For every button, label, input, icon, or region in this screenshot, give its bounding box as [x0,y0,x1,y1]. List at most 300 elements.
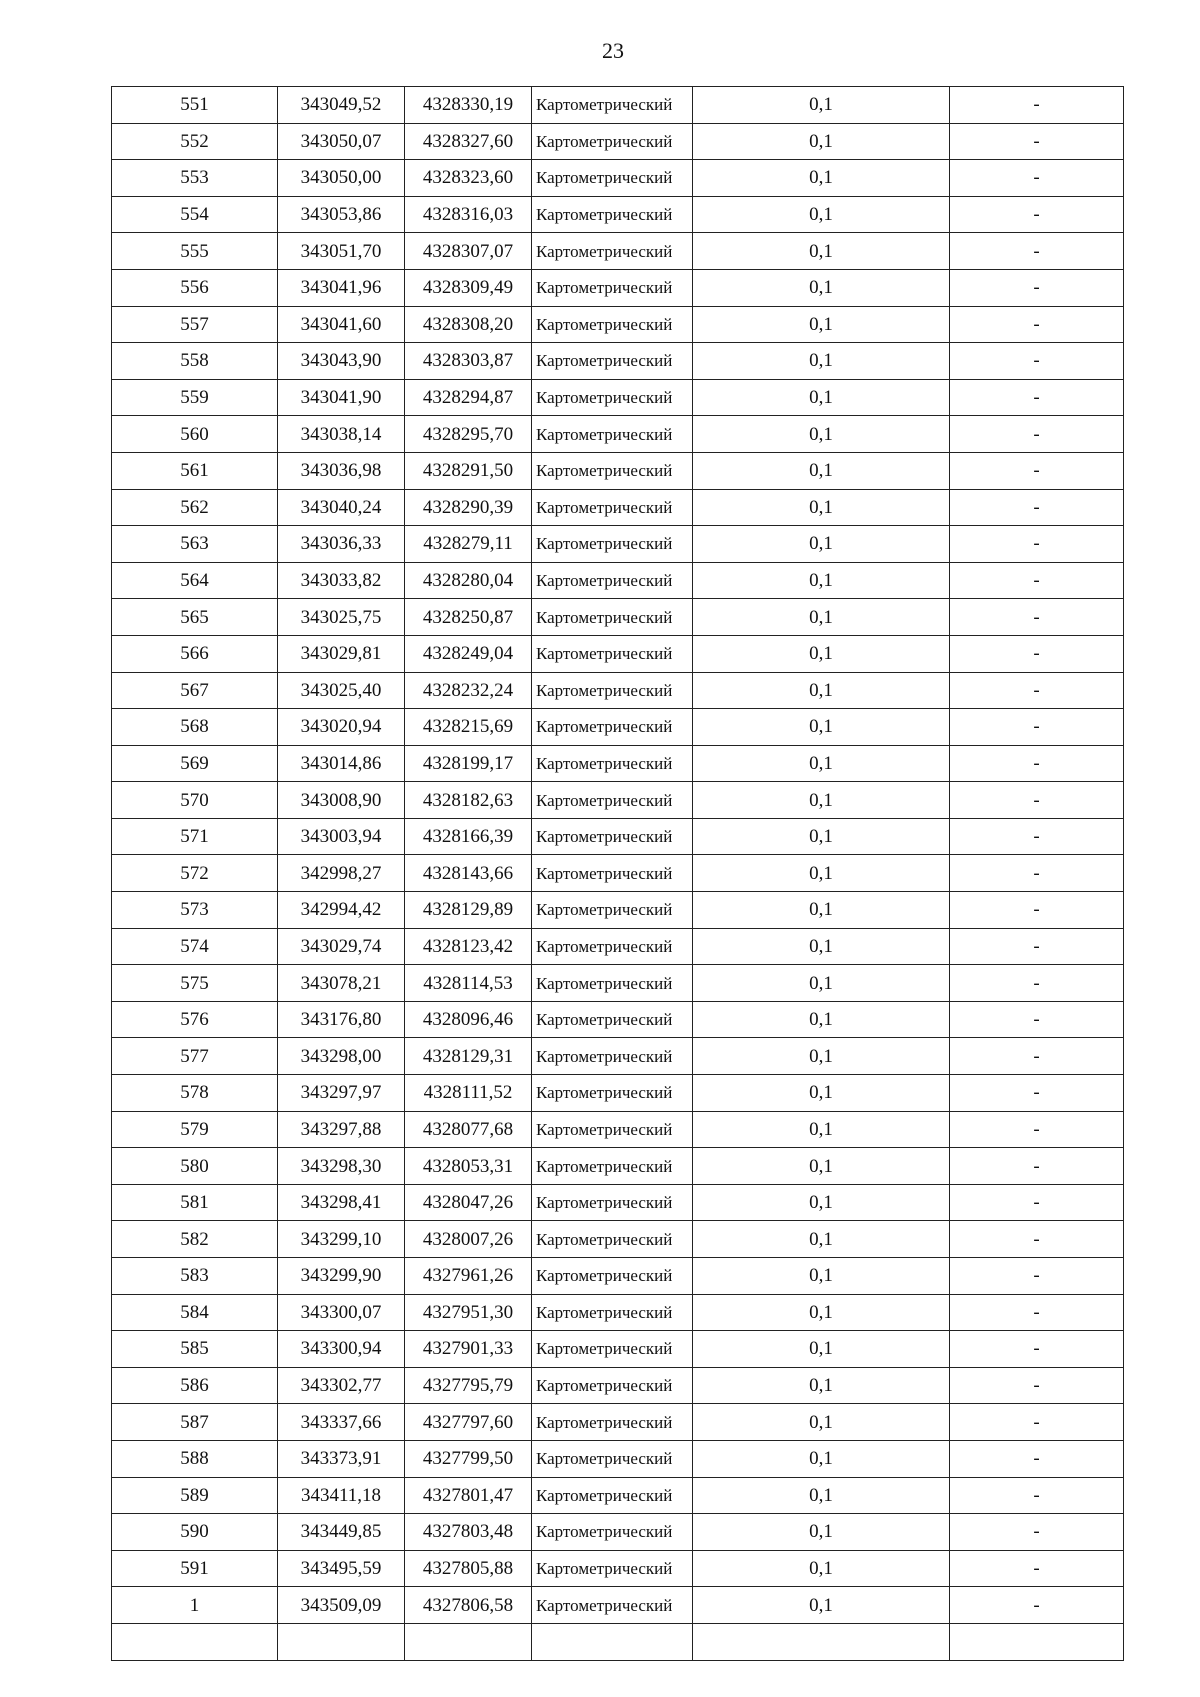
note-cell: - [950,965,1124,1002]
accuracy-cell: 0,1 [693,928,950,965]
method-cell: Картометрический [532,87,693,124]
point-number-cell: 587 [112,1404,278,1441]
table-row [112,306,1124,343]
point-number-cell: 570 [112,782,278,819]
x-coordinate-cell: 343297,88 [278,1111,405,1148]
accuracy-cell: 0,1 [693,306,950,343]
x-coordinate-cell: 343041,60 [278,306,405,343]
note-cell: - [950,562,1124,599]
accuracy-cell: 0,1 [693,1550,950,1587]
x-coordinate-cell: 343033,82 [278,562,405,599]
note-cell: - [950,599,1124,636]
note-cell: - [950,1001,1124,1038]
point-number-cell: 565 [112,599,278,636]
note-cell: - [950,745,1124,782]
y-coordinate-cell: 4328096,46 [405,1001,532,1038]
note-cell: - [950,306,1124,343]
note-cell: - [950,1367,1124,1404]
method-cell: Картометрический [532,928,693,965]
accuracy-cell: 0,1 [693,1111,950,1148]
page-number: 23 [602,38,624,63]
point-number-cell: 588 [112,1440,278,1477]
note-cell: - [950,196,1124,233]
accuracy-cell: 0,1 [693,892,950,929]
point-number-cell: 575 [112,965,278,1002]
method-cell: Картометрический [532,1148,693,1185]
note-cell: - [950,343,1124,380]
method-cell: Картометрический [532,855,693,892]
x-coordinate-cell: 343029,74 [278,928,405,965]
point-number-cell: 582 [112,1221,278,1258]
point-number-cell: 576 [112,1001,278,1038]
y-coordinate-cell: 4327805,88 [405,1550,532,1587]
x-coordinate-cell: 343040,24 [278,489,405,526]
method-cell: Картометрический [532,452,693,489]
point-number-cell: 560 [112,416,278,453]
accuracy-cell: 0,1 [693,1404,950,1441]
accuracy-cell: 0,1 [693,1258,950,1295]
x-coordinate-cell: 343300,07 [278,1294,405,1331]
accuracy-cell: 0,1 [693,1148,950,1185]
point-number-cell: 566 [112,635,278,672]
accuracy-cell: 0,1 [693,489,950,526]
note-cell: - [950,1477,1124,1514]
table-row [112,379,1124,416]
y-coordinate-cell: 4328232,24 [405,672,532,709]
accuracy-cell: 0,1 [693,123,950,160]
x-coordinate-cell: 343298,30 [278,1148,405,1185]
x-coordinate-cell: 343025,40 [278,672,405,709]
point-number-cell: 581 [112,1184,278,1221]
y-coordinate-cell: 4328323,60 [405,160,532,197]
x-coordinate-cell: 343078,21 [278,965,405,1002]
y-coordinate-cell: 4328294,87 [405,379,532,416]
x-coordinate-cell: 343003,94 [278,818,405,855]
method-cell: Картометрический [532,1550,693,1587]
point-number-cell: 1 [112,1587,278,1624]
table-row [112,233,1124,270]
accuracy-cell: 0,1 [693,1477,950,1514]
point-number-cell: 559 [112,379,278,416]
accuracy-cell: 0,1 [693,1367,950,1404]
table-row [112,892,1124,929]
method-cell: Картометрический [532,1440,693,1477]
x-coordinate-cell: 343302,77 [278,1367,405,1404]
table-row [112,1111,1124,1148]
point-number-cell: 584 [112,1294,278,1331]
table-row [112,1440,1124,1477]
note-cell: - [950,818,1124,855]
x-coordinate-cell: 343495,59 [278,1550,405,1587]
method-cell: Картометрический [532,1075,693,1112]
y-coordinate-cell: 4328007,26 [405,1221,532,1258]
table-row [112,1514,1124,1551]
accuracy-cell: 0,1 [693,160,950,197]
point-number-cell: 557 [112,306,278,343]
point-number-cell: 561 [112,452,278,489]
note-cell: - [950,635,1124,672]
note-cell: - [950,87,1124,124]
table-row [112,1587,1124,1624]
point-number-cell: 572 [112,855,278,892]
x-coordinate-cell: 343014,86 [278,745,405,782]
method-cell: Картометрический [532,196,693,233]
table-row [112,599,1124,636]
accuracy-cell: 0,1 [693,745,950,782]
accuracy-cell: 0,1 [693,1587,950,1624]
point-number-cell: 577 [112,1038,278,1075]
point-number-cell: 585 [112,1331,278,1368]
note-cell: - [950,892,1124,929]
point-number-cell: 567 [112,672,278,709]
method-cell: Картометрический [532,1404,693,1441]
point-number-cell: 564 [112,562,278,599]
x-coordinate-cell [278,1623,405,1660]
y-coordinate-cell: 4327951,30 [405,1294,532,1331]
x-coordinate-cell: 343509,09 [278,1587,405,1624]
method-cell: Картометрический [532,635,693,672]
x-coordinate-cell: 343049,52 [278,87,405,124]
table-row [112,1148,1124,1185]
accuracy-cell: 0,1 [693,1294,950,1331]
method-cell: Картометрический [532,489,693,526]
note-cell: - [950,1258,1124,1295]
method-cell: Картометрический [532,1294,693,1331]
point-number-cell: 586 [112,1367,278,1404]
x-coordinate-cell: 343373,91 [278,1440,405,1477]
table-row [112,87,1124,124]
note-cell: - [950,709,1124,746]
point-number-cell: 563 [112,526,278,563]
point-number-cell: 574 [112,928,278,965]
x-coordinate-cell: 343041,96 [278,269,405,306]
accuracy-cell: 0,1 [693,1221,950,1258]
method-cell: Картометрический [532,269,693,306]
x-coordinate-cell: 342994,42 [278,892,405,929]
point-number-cell: 554 [112,196,278,233]
x-coordinate-cell: 343038,14 [278,416,405,453]
method-cell: Картометрический [532,379,693,416]
x-coordinate-cell: 343297,97 [278,1075,405,1112]
accuracy-cell: 0,1 [693,1440,950,1477]
table-row [112,928,1124,965]
x-coordinate-cell: 343298,41 [278,1184,405,1221]
y-coordinate-cell: 4328114,53 [405,965,532,1002]
y-coordinate-cell: 4328303,87 [405,343,532,380]
x-coordinate-cell: 343053,86 [278,196,405,233]
y-coordinate-cell: 4328166,39 [405,818,532,855]
table-row [112,1258,1124,1295]
y-coordinate-cell: 4328330,19 [405,87,532,124]
point-number-cell: 590 [112,1514,278,1551]
point-number-cell: 552 [112,123,278,160]
table-row [112,1294,1124,1331]
table-row [112,635,1124,672]
y-coordinate-cell: 4328327,60 [405,123,532,160]
table-row [112,1001,1124,1038]
note-cell: - [950,489,1124,526]
table-row [112,965,1124,1002]
method-cell: Картометрический [532,599,693,636]
y-coordinate-cell: 4328182,63 [405,782,532,819]
note-cell: - [950,1038,1124,1075]
y-coordinate-cell: 4328047,26 [405,1184,532,1221]
accuracy-cell: 0,1 [693,1184,950,1221]
y-coordinate-cell: 4328291,50 [405,452,532,489]
table-row [112,123,1124,160]
accuracy-cell: 0,1 [693,1331,950,1368]
accuracy-cell: 0,1 [693,452,950,489]
note-cell: - [950,1148,1124,1185]
table-row [112,745,1124,782]
method-cell: Картометрический [532,672,693,709]
y-coordinate-cell: 4328295,70 [405,416,532,453]
method-cell: Картометрический [532,416,693,453]
accuracy-cell: 0,1 [693,416,950,453]
x-coordinate-cell: 343051,70 [278,233,405,270]
y-coordinate-cell: 4328053,31 [405,1148,532,1185]
accuracy-cell: 0,1 [693,1001,950,1038]
y-coordinate-cell: 4327961,26 [405,1258,532,1295]
note-cell: - [950,160,1124,197]
point-number-cell: 578 [112,1075,278,1112]
point-number-cell: 589 [112,1477,278,1514]
table-row [112,1075,1124,1112]
table-row [112,196,1124,233]
method-cell: Картометрический [532,343,693,380]
accuracy-cell: 0,1 [693,196,950,233]
x-coordinate-cell: 343050,00 [278,160,405,197]
note-cell: - [950,782,1124,819]
table-row [112,782,1124,819]
note-cell: - [950,452,1124,489]
point-number-cell: 556 [112,269,278,306]
table-row [112,1550,1124,1587]
x-coordinate-cell: 343025,75 [278,599,405,636]
x-coordinate-cell: 343043,90 [278,343,405,380]
point-number-cell: 551 [112,87,278,124]
accuracy-cell: 0,1 [693,965,950,1002]
y-coordinate-cell: 4328077,68 [405,1111,532,1148]
point-number-cell: 562 [112,489,278,526]
method-cell: Картометрический [532,1587,693,1624]
note-cell: - [950,1514,1124,1551]
x-coordinate-cell: 343008,90 [278,782,405,819]
accuracy-cell: 0,1 [693,782,950,819]
accuracy-cell: 0,1 [693,1075,950,1112]
method-cell: Картометрический [532,562,693,599]
y-coordinate-cell: 4328307,07 [405,233,532,270]
y-coordinate-cell: 4327795,79 [405,1367,532,1404]
method-cell: Картометрический [532,233,693,270]
accuracy-cell: 0,1 [693,526,950,563]
note-cell: - [950,1550,1124,1587]
note-cell: - [950,379,1124,416]
x-coordinate-cell: 343337,66 [278,1404,405,1441]
method-cell: Картометрический [532,1038,693,1075]
accuracy-cell [693,1623,950,1660]
table-row [112,1221,1124,1258]
y-coordinate-cell: 4328280,04 [405,562,532,599]
accuracy-cell: 0,1 [693,87,950,124]
table-row [112,452,1124,489]
note-cell: - [950,233,1124,270]
x-coordinate-cell: 343411,18 [278,1477,405,1514]
method-cell: Картометрический [532,1367,693,1404]
note-cell [950,1623,1124,1660]
note-cell: - [950,1440,1124,1477]
table-row [112,343,1124,380]
y-coordinate-cell: 4328316,03 [405,196,532,233]
y-coordinate-cell: 4328279,11 [405,526,532,563]
table-row [112,160,1124,197]
x-coordinate-cell: 343020,94 [278,709,405,746]
x-coordinate-cell: 343050,07 [278,123,405,160]
table-row [112,1404,1124,1441]
accuracy-cell: 0,1 [693,818,950,855]
x-coordinate-cell: 343036,33 [278,526,405,563]
x-coordinate-cell: 343176,80 [278,1001,405,1038]
note-cell: - [950,1331,1124,1368]
y-coordinate-cell [405,1623,532,1660]
point-number-cell: 583 [112,1258,278,1295]
y-coordinate-cell: 4328249,04 [405,635,532,672]
note-cell: - [950,416,1124,453]
y-coordinate-cell: 4328143,66 [405,855,532,892]
y-coordinate-cell: 4327806,58 [405,1587,532,1624]
y-coordinate-cell: 4327797,60 [405,1404,532,1441]
table-row [112,1038,1124,1075]
method-cell: Картометрический [532,818,693,855]
y-coordinate-cell: 4328123,42 [405,928,532,965]
method-cell: Картометрический [532,965,693,1002]
method-cell: Картометрический [532,1331,693,1368]
table-row [112,709,1124,746]
point-number-cell: 579 [112,1111,278,1148]
y-coordinate-cell: 4328215,69 [405,709,532,746]
method-cell: Картометрический [532,1001,693,1038]
table-row [112,1367,1124,1404]
x-coordinate-cell: 343300,94 [278,1331,405,1368]
x-coordinate-cell: 342998,27 [278,855,405,892]
note-cell: - [950,526,1124,563]
y-coordinate-cell: 4328308,20 [405,306,532,343]
table-row [112,818,1124,855]
point-number-cell: 573 [112,892,278,929]
y-coordinate-cell: 4327901,33 [405,1331,532,1368]
accuracy-cell: 0,1 [693,599,950,636]
method-cell: Картометрический [532,1477,693,1514]
note-cell: - [950,123,1124,160]
note-cell: - [950,855,1124,892]
method-cell: Картометрический [532,1514,693,1551]
table-row [112,489,1124,526]
table-row [112,1184,1124,1221]
accuracy-cell: 0,1 [693,1514,950,1551]
table-row [112,1477,1124,1514]
note-cell: - [950,1587,1124,1624]
method-cell: Картометрический [532,1184,693,1221]
method-cell: Картометрический [532,306,693,343]
accuracy-cell: 0,1 [693,233,950,270]
note-cell: - [950,672,1124,709]
table-row [112,1623,1124,1660]
y-coordinate-cell: 4327801,47 [405,1477,532,1514]
method-cell: Картометрический [532,1221,693,1258]
table-body [112,87,1124,1661]
x-coordinate-cell: 343449,85 [278,1514,405,1551]
method-cell: Картометрический [532,1111,693,1148]
method-cell: Картометрический [532,892,693,929]
point-number-cell: 569 [112,745,278,782]
point-number-cell: 568 [112,709,278,746]
note-cell: - [950,1184,1124,1221]
table-row [112,526,1124,563]
x-coordinate-cell: 343299,90 [278,1258,405,1295]
point-number-cell: 571 [112,818,278,855]
note-cell: - [950,1404,1124,1441]
y-coordinate-cell: 4328129,89 [405,892,532,929]
table-row [112,416,1124,453]
coordinates-table [111,86,1124,1661]
method-cell [532,1623,693,1660]
table-row [112,672,1124,709]
y-coordinate-cell: 4327803,48 [405,1514,532,1551]
x-coordinate-cell: 343041,90 [278,379,405,416]
accuracy-cell: 0,1 [693,1038,950,1075]
point-number-cell: 553 [112,160,278,197]
point-number-cell [112,1623,278,1660]
point-number-cell: 555 [112,233,278,270]
table-row [112,269,1124,306]
method-cell: Картометрический [532,123,693,160]
x-coordinate-cell: 343029,81 [278,635,405,672]
x-coordinate-cell: 343036,98 [278,452,405,489]
point-number-cell: 580 [112,1148,278,1185]
accuracy-cell: 0,1 [693,379,950,416]
y-coordinate-cell: 4328129,31 [405,1038,532,1075]
note-cell: - [950,1221,1124,1258]
table-row [112,562,1124,599]
method-cell: Картометрический [532,160,693,197]
y-coordinate-cell: 4328111,52 [405,1075,532,1112]
accuracy-cell: 0,1 [693,672,950,709]
note-cell: - [950,1111,1124,1148]
point-number-cell: 558 [112,343,278,380]
point-number-cell: 591 [112,1550,278,1587]
y-coordinate-cell: 4328309,49 [405,269,532,306]
accuracy-cell: 0,1 [693,269,950,306]
x-coordinate-cell: 343298,00 [278,1038,405,1075]
y-coordinate-cell: 4327799,50 [405,1440,532,1477]
method-cell: Картометрический [532,709,693,746]
accuracy-cell: 0,1 [693,562,950,599]
method-cell: Картометрический [532,745,693,782]
table-row [112,855,1124,892]
note-cell: - [950,1294,1124,1331]
note-cell: - [950,928,1124,965]
method-cell: Картометрический [532,526,693,563]
accuracy-cell: 0,1 [693,343,950,380]
y-coordinate-cell: 4328199,17 [405,745,532,782]
note-cell: - [950,269,1124,306]
accuracy-cell: 0,1 [693,855,950,892]
x-coordinate-cell: 343299,10 [278,1221,405,1258]
y-coordinate-cell: 4328250,87 [405,599,532,636]
note-cell: - [950,1075,1124,1112]
method-cell: Картометрический [532,782,693,819]
accuracy-cell: 0,1 [693,635,950,672]
